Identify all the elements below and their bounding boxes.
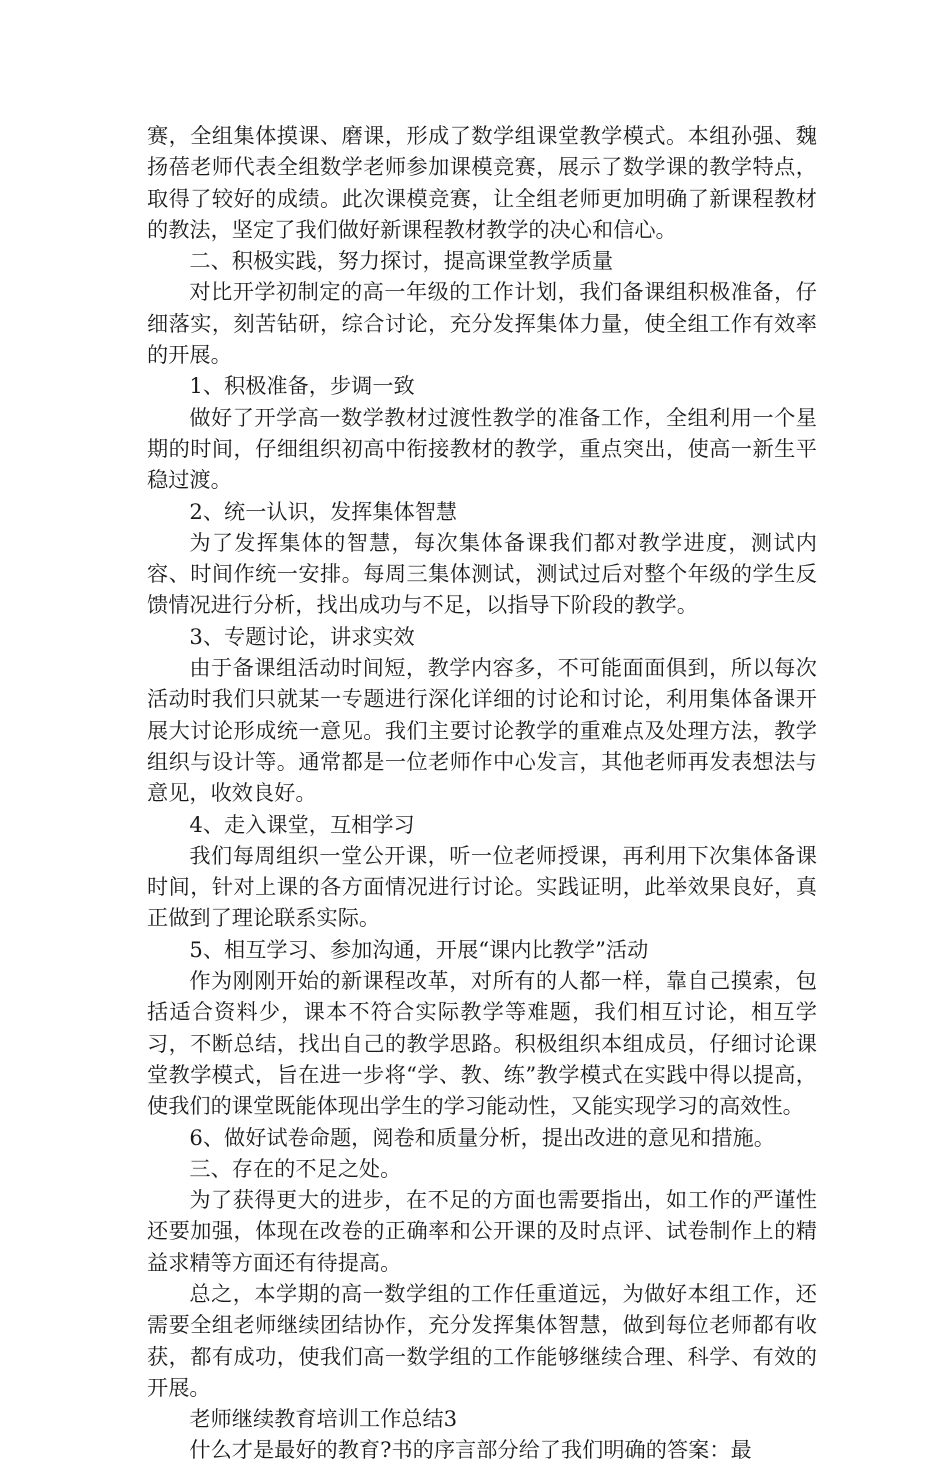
paragraph: 4、走入课堂，互相学习 <box>189 811 415 837</box>
paragraph: 为了获得更大的进步，在不足的方面也需要指出，如工作的严谨性还要加强，体现在改卷的正确率和公开课的及时点评、试卷制作上的精益求精等方面还有待提高。 <box>147 1187 817 1275</box>
paragraph: 3、专题讨论，讲求实效 <box>189 623 415 649</box>
paragraph: 6、做好试卷命题，阅卷和质量分析，提出改进的意见和措施。 <box>189 1124 775 1150</box>
document-body <box>147 120 817 1466</box>
paragraph: 对比开学初制定的高一年级的工作计划，我们备课组积极准备，仔细落实，刻苦钻研，综合讨论，充分发挥集体力量，使全组工作有效率的开展。 <box>147 279 817 368</box>
paragraph: 为了发挥集体的智慧，每次集体备课我们都对教学进度，测试内容、时间作统一安排。每周三集体测试，测试过后对整个年级的学生反馈情况进行分析，找出成功与不足，以指导下阶段的教学。 <box>147 529 817 618</box>
paragraph: 作为刚刚开始的新课程改革，对所有的人都一样，靠自己摸索，包括适合资料少，课本不符合实际教学等难题，我们相互讨论，相互学习，不断总结，找出自己的教学思路。积极组织本组成员，仔细讨论课堂教学模式，旨在进一步将“学、教、练”教学模式在实践中得以提高，使我们的课堂既能体现出学生的学习能动性，又能实现学习的高效性。 <box>147 968 817 1119</box>
paragraph: 三、存在的不足之处。 <box>189 1155 402 1181</box>
paragraph: 2、统一认识，发挥集体智慧 <box>189 498 458 524</box>
paragraph: 由于备课组活动时间短，教学内容多，不可能面面俱到，所以每次活动时我们只就某一专题进行深化详细的讨论和讨论，利用集体备课开展大讨论形成统一意见。我们主要讨论教学的重难点及处理方法，教学组织与设计等。通常都是一位老师作中心发言，其他老师再发表想法与意见，收效良好。 <box>147 655 817 806</box>
paragraph: 1、积极准备，步调一致 <box>189 373 415 399</box>
paragraph: 总之，本学期的高一数学组的工作任重道远，为做好本组工作，还需要全组老师继续团结协作，充分发挥集体智慧，做到每位老师都有收获，都有成功，使我们高一数学组的工作能够继续合理、科学、有效的开展。 <box>147 1280 817 1400</box>
paragraph: 老师继续教育培训工作总结3 <box>189 1406 458 1432</box>
paragraph: 做好了开学高一数学教材过渡性教学的准备工作，全组利用一个星期的时间，仔细组织初高中衔接教材的教学，重点突出，使高一新生平稳过渡。 <box>147 404 817 493</box>
paragraph: 二、积极实践，努力探讨，提高课堂教学质量 <box>189 248 614 274</box>
paragraph: 5、相互学习、参加沟通，开展“课内比教学”活动 <box>189 936 649 962</box>
paragraph: 赛，全组集体摸课、磨课，形成了数学组课堂教学模式。本组孙强、魏扬蓓老师代表全组数学老师参加课模竞赛，展示了数学课的教学特点，取得了较好的成绩。此次课模竞赛，让全组老师更加明确了新课程教材的教法，坚定了我们做好新课程教材教学的决心和信心。 <box>147 123 817 242</box>
paragraph: 什么才是最好的教育?书的序言部分给了我们明确的答案：最 <box>189 1437 752 1463</box>
paragraph: 我们每周组织一堂公开课，听一位老师授课，再利用下次集体备课时间，针对上课的各方面情况进行讨论。实践证明，此举效果良好，真正做到了理论联系实际。 <box>147 842 817 931</box>
